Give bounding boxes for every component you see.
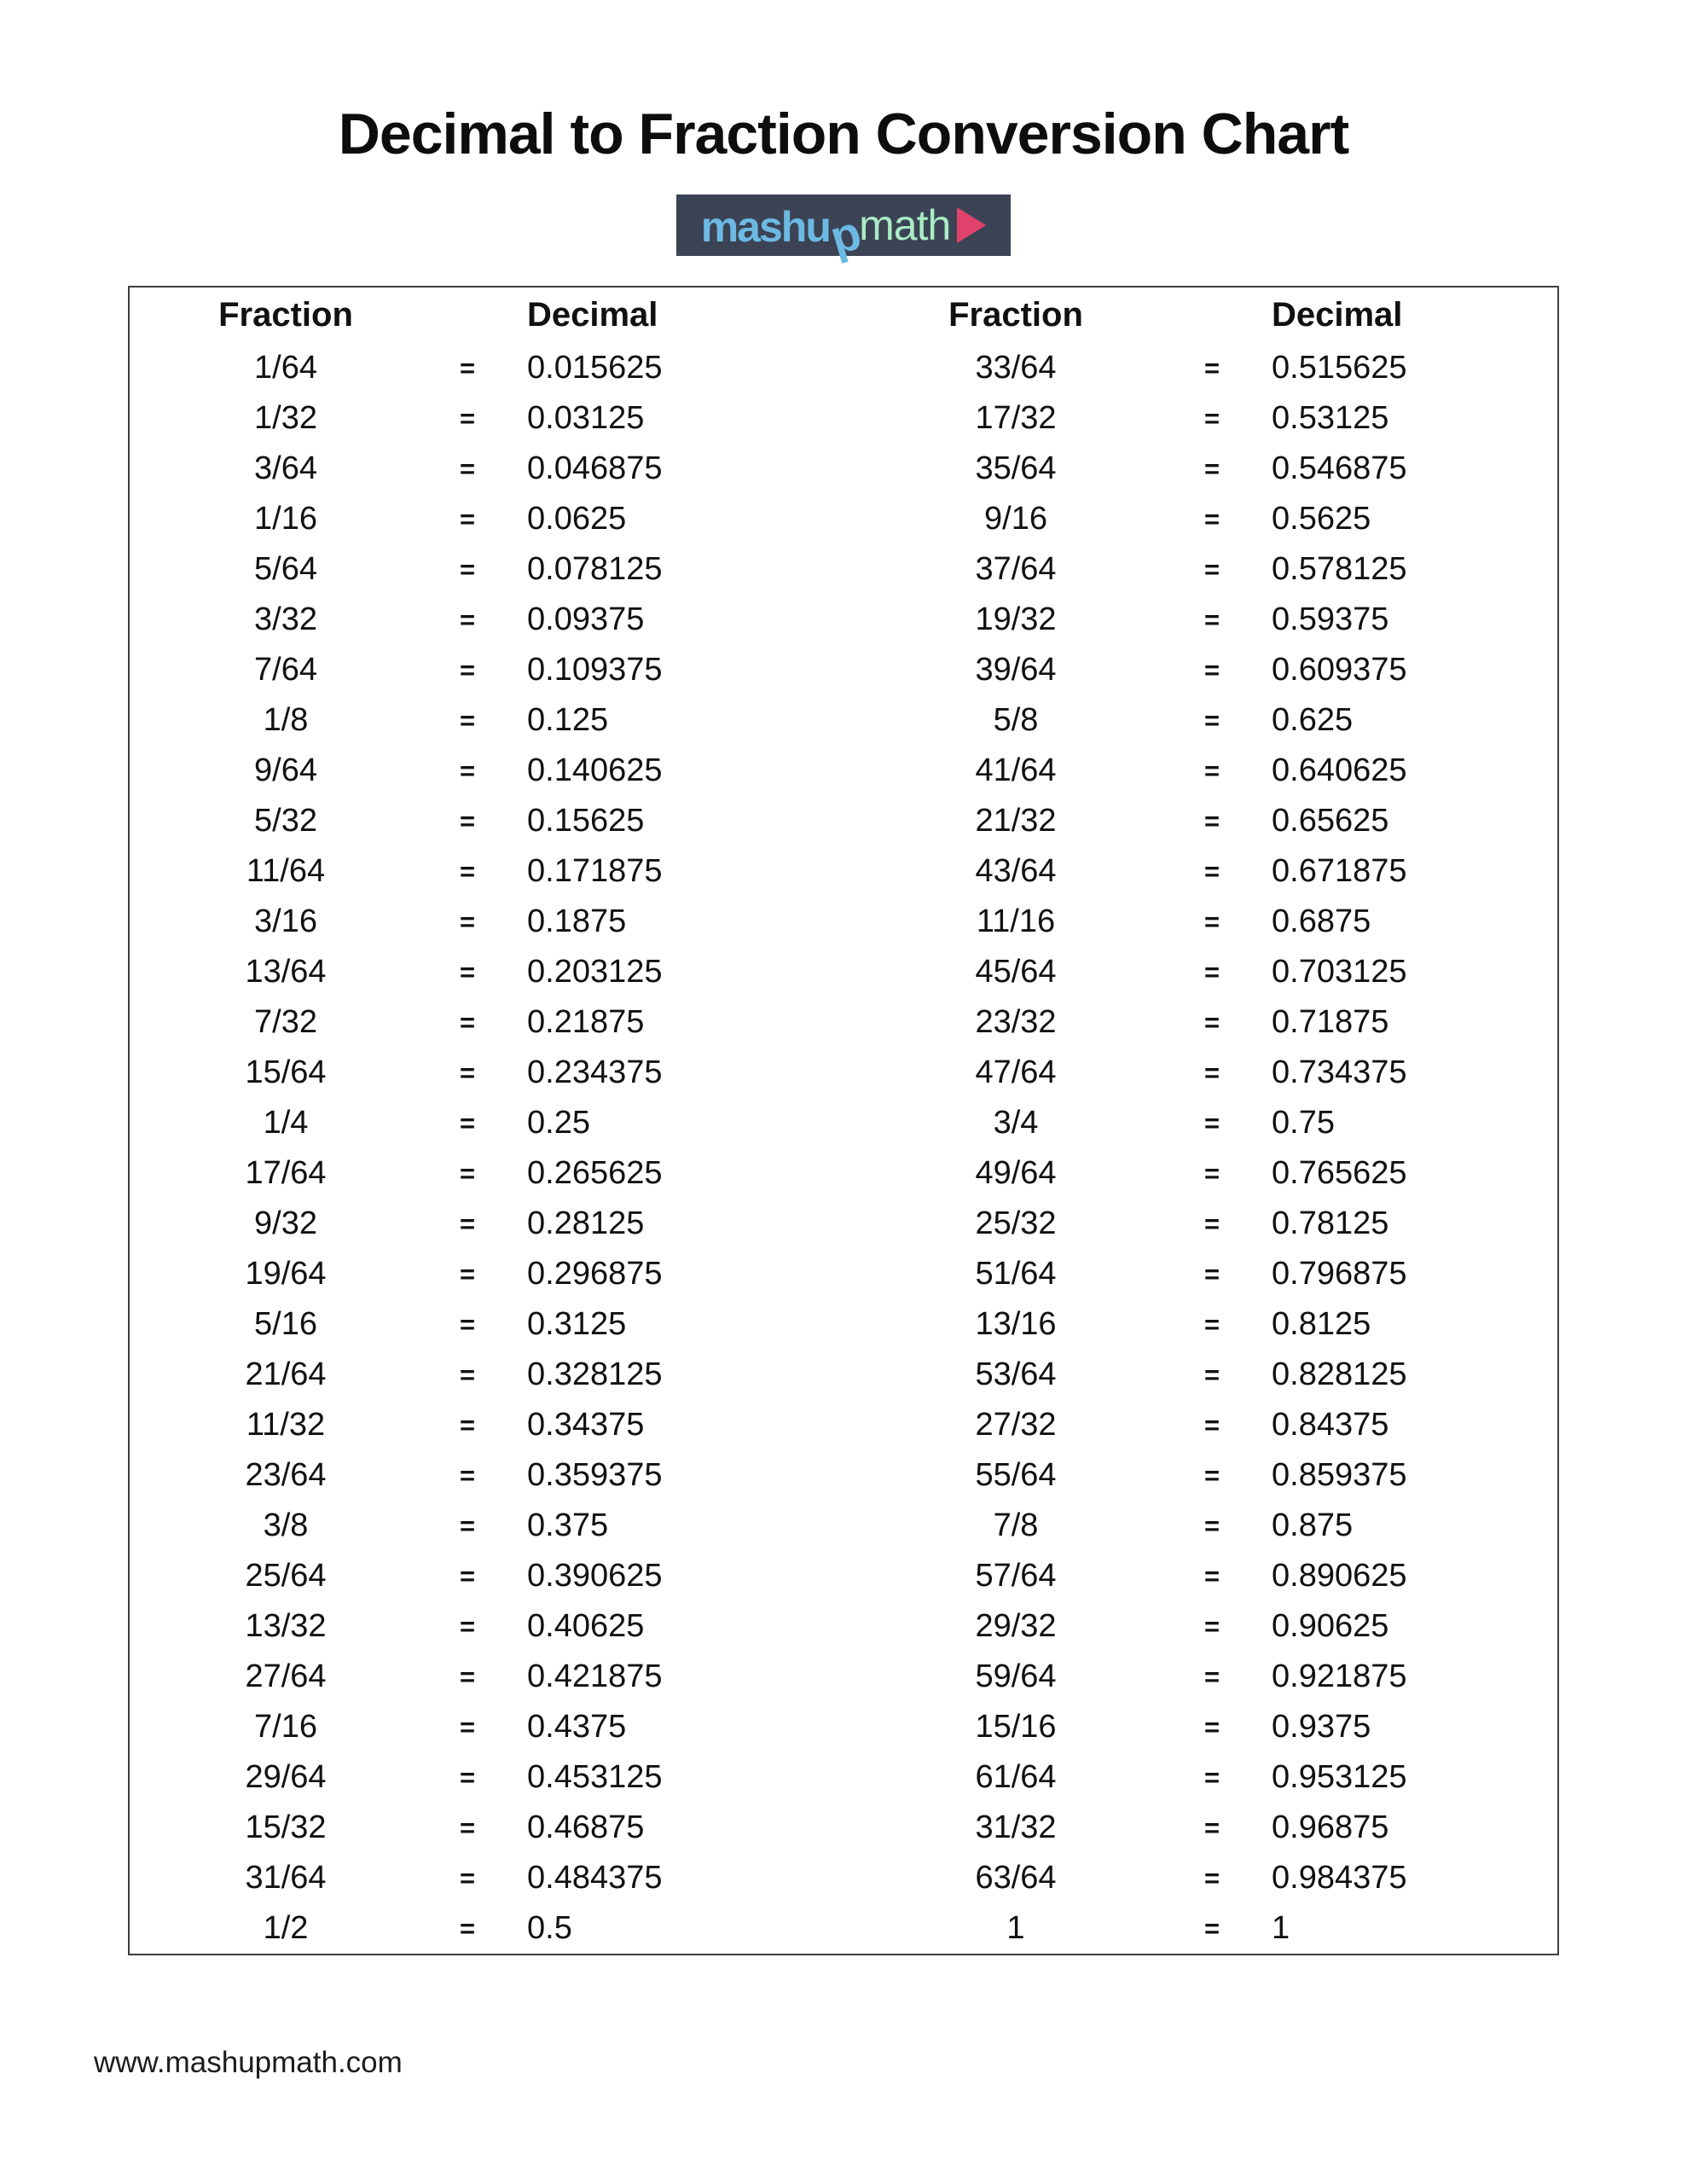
- equals-sign-right: =: [1203, 856, 1220, 886]
- equals-sign-left: =: [459, 604, 476, 635]
- equals-sign-left: =: [459, 1158, 476, 1188]
- equals-sign-right: =: [1203, 755, 1220, 786]
- fraction-value-left: 7/32: [254, 1004, 317, 1040]
- table-row: [130, 1450, 1557, 1501]
- equals-sign-left: =: [459, 1812, 476, 1843]
- fraction-value-right: 17/32: [975, 400, 1057, 436]
- equals-sign-right: =: [1203, 1007, 1220, 1037]
- decimal-value-left: 0.125: [527, 702, 609, 738]
- header-fraction-right: Fraction: [948, 296, 1083, 334]
- decimal-value-left: 0.40625: [527, 1608, 645, 1644]
- header-decimal-right: Decimal: [1272, 296, 1403, 334]
- fraction-value-left: 3/8: [263, 1507, 309, 1543]
- decimal-value-right: 0.796875: [1272, 1256, 1407, 1292]
- fraction-value-right: 53/64: [975, 1356, 1057, 1392]
- decimal-value-left: 0.390625: [527, 1558, 663, 1594]
- table-row: [130, 494, 1557, 544]
- equals-sign-right: =: [1203, 805, 1220, 836]
- table-rows: [130, 343, 1557, 1954]
- equals-sign-left: =: [459, 1460, 476, 1490]
- decimal-value-right: 0.640625: [1272, 752, 1407, 788]
- decimal-value-right: 0.96875: [1272, 1809, 1389, 1845]
- table-row: [130, 1350, 1557, 1400]
- equals-sign-right: =: [1203, 1661, 1220, 1692]
- decimal-value-left: 0.421875: [527, 1658, 663, 1694]
- equals-sign-left: =: [459, 956, 476, 987]
- decimal-value-right: 0.875: [1272, 1507, 1354, 1543]
- decimal-value-left: 0.046875: [527, 450, 663, 486]
- table-row: [130, 1048, 1557, 1098]
- equals-sign-left: =: [459, 403, 476, 433]
- fraction-value-right: 43/64: [975, 853, 1057, 889]
- fraction-value-left: 25/64: [245, 1558, 327, 1594]
- equals-sign-left: =: [459, 705, 476, 735]
- equals-sign-right: =: [1203, 453, 1220, 484]
- table-row: [130, 796, 1557, 846]
- equals-sign-right: =: [1203, 1913, 1220, 1943]
- decimal-value-left: 0.15625: [527, 803, 645, 839]
- table-row: [130, 544, 1557, 595]
- fraction-value-right: 15/16: [975, 1709, 1057, 1745]
- equals-sign-left: =: [459, 352, 476, 383]
- fraction-value-right: 63/64: [975, 1860, 1057, 1896]
- decimal-value-left: 0.296875: [527, 1256, 663, 1292]
- decimal-value-right: 0.609375: [1272, 652, 1407, 688]
- decimal-value-left: 0.34375: [527, 1407, 645, 1443]
- decimal-value-left: 0.140625: [527, 752, 663, 788]
- fraction-value-left: 31/64: [245, 1860, 327, 1896]
- decimal-value-right: 0.671875: [1272, 853, 1407, 889]
- decimal-value-left: 0.328125: [527, 1356, 663, 1392]
- fraction-value-left: 1/8: [263, 702, 309, 738]
- header-fraction-left: Fraction: [218, 296, 353, 334]
- equals-sign-right: =: [1203, 1711, 1220, 1742]
- fraction-value-left: 1/16: [254, 501, 317, 537]
- fraction-value-right: 29/32: [975, 1608, 1057, 1644]
- fraction-value-left: 29/64: [245, 1759, 327, 1795]
- decimal-value-left: 0.25: [527, 1105, 590, 1141]
- fraction-value-right: 19/32: [975, 601, 1057, 637]
- equals-sign-left: =: [459, 1309, 476, 1339]
- decimal-value-right: 0.90625: [1272, 1608, 1389, 1644]
- decimal-value-right: 0.859375: [1272, 1457, 1407, 1493]
- table-row: [130, 343, 1557, 393]
- equals-sign-right: =: [1203, 1208, 1220, 1239]
- table-row: [130, 393, 1557, 444]
- fraction-value-right: 3/4: [993, 1105, 1039, 1141]
- table-row: [130, 1803, 1557, 1853]
- fraction-value-right: 47/64: [975, 1054, 1057, 1090]
- fraction-value-left: 1/64: [254, 350, 317, 386]
- table-row: [130, 746, 1557, 796]
- table-row: [130, 1702, 1557, 1752]
- fraction-value-right: 49/64: [975, 1155, 1057, 1191]
- equals-sign-left: =: [459, 1258, 476, 1289]
- table-row: [130, 1853, 1557, 1903]
- fraction-value-left: 5/32: [254, 803, 317, 839]
- decimal-value-right: 0.78125: [1272, 1205, 1389, 1241]
- decimal-value-right: 0.5625: [1272, 501, 1371, 537]
- decimal-value-right: 0.625: [1272, 702, 1354, 738]
- table-row: [130, 1400, 1557, 1450]
- equals-sign-right: =: [1203, 906, 1220, 937]
- table-header-row: [130, 288, 1557, 343]
- decimal-value-left: 0.28125: [527, 1205, 645, 1241]
- equals-sign-left: =: [459, 1007, 476, 1037]
- equals-sign-right: =: [1203, 1611, 1220, 1641]
- decimal-value-right: 1: [1272, 1910, 1290, 1946]
- equals-sign-left: =: [459, 856, 476, 886]
- fraction-value-right: 45/64: [975, 954, 1057, 990]
- equals-sign-left: =: [459, 906, 476, 937]
- equals-sign-right: =: [1203, 604, 1220, 635]
- fraction-value-left: 11/64: [246, 853, 326, 889]
- decimal-value-left: 0.015625: [527, 350, 663, 386]
- equals-sign-right: =: [1203, 352, 1220, 383]
- fraction-value-left: 9/64: [254, 752, 317, 788]
- table-row: [130, 947, 1557, 997]
- equals-sign-right: =: [1203, 1057, 1220, 1088]
- table-row: [130, 1249, 1557, 1299]
- decimal-value-left: 0.359375: [527, 1457, 663, 1493]
- decimal-value-right: 0.890625: [1272, 1558, 1407, 1594]
- table-row: [130, 1299, 1557, 1350]
- fraction-value-right: 7/8: [993, 1507, 1039, 1543]
- table-row: [130, 1148, 1557, 1199]
- fraction-value-left: 3/16: [254, 903, 317, 939]
- decimal-value-left: 0.484375: [527, 1860, 663, 1896]
- equals-sign-left: =: [459, 1107, 476, 1138]
- fraction-value-left: 15/64: [245, 1054, 327, 1090]
- equals-sign-left: =: [459, 755, 476, 786]
- equals-sign-left: =: [459, 1409, 476, 1440]
- decimal-value-right: 0.59375: [1272, 601, 1389, 637]
- fraction-value-left: 1/4: [263, 1105, 309, 1141]
- decimal-value-right: 0.953125: [1272, 1759, 1407, 1795]
- fraction-value-right: 23/32: [975, 1004, 1057, 1040]
- equals-sign-right: =: [1203, 1560, 1220, 1591]
- equals-sign-right: =: [1203, 1460, 1220, 1490]
- equals-sign-right: =: [1203, 503, 1220, 534]
- decimal-value-left: 0.5: [527, 1910, 572, 1946]
- fraction-value-right: 13/16: [975, 1306, 1057, 1342]
- fraction-value-right: 27/32: [975, 1407, 1057, 1443]
- equals-sign-left: =: [459, 1057, 476, 1088]
- decimal-value-left: 0.375: [527, 1507, 609, 1543]
- fraction-value-left: 13/32: [245, 1608, 327, 1644]
- table-row: [130, 1551, 1557, 1601]
- table-row: [130, 997, 1557, 1048]
- conversion-table: [128, 286, 1559, 1955]
- website-url: www.mashupmath.com: [94, 2046, 403, 2079]
- equals-sign-left: =: [459, 1359, 476, 1390]
- equals-sign-left: =: [459, 1661, 476, 1692]
- equals-sign-left: =: [459, 1913, 476, 1943]
- fraction-value-left: 15/32: [245, 1809, 327, 1845]
- fraction-value-left: 3/32: [254, 601, 317, 637]
- header-decimal-left: Decimal: [527, 296, 658, 334]
- fraction-value-left: 5/16: [254, 1306, 317, 1342]
- fraction-value-right: 57/64: [975, 1558, 1057, 1594]
- fraction-value-left: 23/64: [245, 1457, 327, 1493]
- decimal-value-right: 0.84375: [1272, 1407, 1389, 1443]
- play-icon: [957, 207, 986, 243]
- table-row: [130, 595, 1557, 645]
- equals-sign-left: =: [459, 1862, 476, 1893]
- equals-sign-right: =: [1203, 654, 1220, 685]
- equals-sign-left: =: [459, 1560, 476, 1591]
- decimal-value-right: 0.75: [1272, 1105, 1335, 1141]
- table-row: [130, 897, 1557, 947]
- table-row: [130, 1652, 1557, 1702]
- fraction-value-right: 21/32: [975, 803, 1057, 839]
- fraction-value-right: 31/32: [975, 1809, 1057, 1845]
- fraction-value-right: 9/16: [984, 501, 1047, 537]
- decimal-value-left: 0.0625: [527, 501, 627, 537]
- table-row: [130, 1501, 1557, 1551]
- equals-sign-right: =: [1203, 1107, 1220, 1138]
- decimal-value-left: 0.46875: [527, 1809, 645, 1845]
- decimal-value-left: 0.09375: [527, 601, 645, 637]
- fraction-value-right: 37/64: [975, 551, 1057, 587]
- decimal-value-right: 0.703125: [1272, 954, 1407, 990]
- fraction-value-right: 61/64: [975, 1759, 1057, 1795]
- equals-sign-left: =: [459, 1510, 476, 1541]
- equals-sign-right: =: [1203, 554, 1220, 584]
- fraction-value-left: 21/64: [245, 1356, 327, 1392]
- decimal-value-right: 0.8125: [1272, 1306, 1371, 1342]
- equals-sign-left: =: [459, 654, 476, 685]
- table-row: [130, 645, 1557, 695]
- decimal-value-left: 0.265625: [527, 1155, 663, 1191]
- fraction-value-right: 1: [1006, 1910, 1025, 1946]
- equals-sign-left: =: [459, 805, 476, 836]
- fraction-value-right: 39/64: [975, 652, 1057, 688]
- fraction-value-right: 51/64: [975, 1256, 1057, 1292]
- fraction-value-right: 35/64: [975, 450, 1057, 486]
- equals-sign-right: =: [1203, 705, 1220, 735]
- fraction-value-right: 25/32: [975, 1205, 1057, 1241]
- equals-sign-left: =: [459, 1762, 476, 1792]
- decimal-value-left: 0.03125: [527, 400, 645, 436]
- fraction-value-right: 33/64: [975, 350, 1057, 386]
- table-row: [130, 444, 1557, 494]
- fraction-value-left: 3/64: [254, 450, 317, 486]
- fraction-value-left: 13/64: [245, 954, 327, 990]
- decimal-value-right: 0.71875: [1272, 1004, 1389, 1040]
- equals-sign-right: =: [1203, 1862, 1220, 1893]
- decimal-value-right: 0.828125: [1272, 1356, 1407, 1392]
- decimal-value-left: 0.3125: [527, 1306, 627, 1342]
- decimal-value-right: 0.65625: [1272, 803, 1389, 839]
- logo-word-math: math: [859, 201, 951, 249]
- decimal-value-left: 0.1875: [527, 903, 627, 939]
- equals-sign-left: =: [459, 1208, 476, 1239]
- decimal-value-right: 0.515625: [1272, 350, 1407, 386]
- decimal-value-left: 0.203125: [527, 954, 663, 990]
- fraction-value-left: 9/32: [254, 1205, 317, 1241]
- table-row: [130, 1199, 1557, 1249]
- table-row: [130, 1752, 1557, 1803]
- equals-sign-right: =: [1203, 403, 1220, 433]
- fraction-value-left: 27/64: [245, 1658, 327, 1694]
- decimal-value-left: 0.109375: [527, 652, 663, 688]
- fraction-value-left: 1/2: [263, 1910, 309, 1946]
- decimal-value-left: 0.453125: [527, 1759, 663, 1795]
- fraction-value-left: 7/64: [254, 652, 317, 688]
- decimal-value-left: 0.078125: [527, 551, 663, 587]
- equals-sign-left: =: [459, 503, 476, 534]
- equals-sign-left: =: [459, 1611, 476, 1641]
- table-row: [130, 1601, 1557, 1652]
- equals-sign-left: =: [459, 1711, 476, 1742]
- fraction-value-right: 41/64: [975, 752, 1057, 788]
- equals-sign-right: =: [1203, 956, 1220, 987]
- fraction-value-right: 5/8: [993, 702, 1039, 738]
- decimal-value-right: 0.578125: [1272, 551, 1407, 587]
- decimal-value-right: 0.984375: [1272, 1860, 1407, 1896]
- table-row: [130, 695, 1557, 746]
- fraction-value-left: 5/64: [254, 551, 317, 587]
- decimal-value-right: 0.6875: [1272, 903, 1371, 939]
- equals-sign-right: =: [1203, 1762, 1220, 1792]
- decimal-value-left: 0.21875: [527, 1004, 645, 1040]
- logo-letter-p: p: [824, 205, 866, 265]
- equals-sign-left: =: [459, 453, 476, 484]
- fraction-value-left: 1/32: [254, 400, 317, 436]
- equals-sign-right: =: [1203, 1359, 1220, 1390]
- equals-sign-right: =: [1203, 1258, 1220, 1289]
- decimal-value-right: 0.734375: [1272, 1054, 1407, 1090]
- fraction-value-left: 11/32: [246, 1407, 326, 1443]
- decimal-value-left: 0.171875: [527, 853, 663, 889]
- fraction-value-left: 17/64: [245, 1155, 327, 1191]
- decimal-value-left: 0.4375: [527, 1709, 627, 1745]
- fraction-value-right: 11/16: [976, 903, 1056, 939]
- fraction-value-left: 7/16: [254, 1709, 317, 1745]
- equals-sign-left: =: [459, 554, 476, 584]
- decimal-value-right: 0.53125: [1272, 400, 1389, 436]
- equals-sign-right: =: [1203, 1409, 1220, 1440]
- equals-sign-right: =: [1203, 1158, 1220, 1188]
- mashupmath-logo: [676, 195, 1011, 265]
- equals-sign-right: =: [1203, 1510, 1220, 1541]
- fraction-value-right: 59/64: [975, 1658, 1057, 1694]
- table-row: [130, 1903, 1557, 1954]
- decimal-value-right: 0.921875: [1272, 1658, 1407, 1694]
- decimal-value-right: 0.765625: [1272, 1155, 1407, 1191]
- fraction-value-left: 19/64: [245, 1256, 327, 1292]
- page-title: Decimal to Fraction Conversion Chart: [338, 102, 1349, 166]
- table-row: [130, 1098, 1557, 1148]
- decimal-value-right: 0.9375: [1272, 1709, 1371, 1745]
- equals-sign-right: =: [1203, 1309, 1220, 1339]
- decimal-value-left: 0.234375: [527, 1054, 663, 1090]
- decimal-value-right: 0.546875: [1272, 450, 1407, 486]
- equals-sign-right: =: [1203, 1812, 1220, 1843]
- logo-word-mashup: mashup: [700, 203, 866, 265]
- table-row: [130, 846, 1557, 897]
- fraction-value-right: 55/64: [975, 1457, 1057, 1493]
